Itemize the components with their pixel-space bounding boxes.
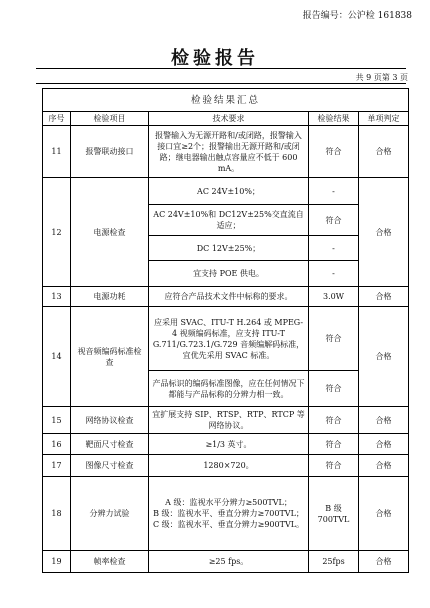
row-no: 15 <box>43 407 71 434</box>
row-verdict: 合格 <box>359 178 409 287</box>
row-requirement: 宜扩展支持 SIP、RTSP、RTP、RTCP 等网络协议。 <box>149 407 309 434</box>
document-title: 检验报告 <box>171 48 259 69</box>
row-no: 12 <box>43 178 71 287</box>
row-result: 3.0W <box>309 287 359 307</box>
header-no: 序号 <box>43 112 71 126</box>
row-result: - <box>309 236 359 261</box>
row-result: 符合 <box>309 455 359 477</box>
table-row <box>43 407 409 434</box>
table-header-row <box>43 112 409 126</box>
row-requirement: ≥1/3 英寸。 <box>149 434 309 455</box>
table-row <box>43 287 409 307</box>
table-row <box>43 307 409 371</box>
row-requirement: AC 24V±10%； <box>149 178 309 205</box>
row-result: 符合 <box>309 371 359 407</box>
row-verdict: 合格 <box>359 551 409 573</box>
title-rule <box>36 68 406 69</box>
row-verdict: 合格 <box>359 477 409 551</box>
row-item: 图像尺寸检查 <box>71 455 149 477</box>
row-item: 电源功耗 <box>71 287 149 307</box>
row-result: B 级 700TVL <box>309 477 359 551</box>
table-row <box>43 126 409 178</box>
row-requirement: 应符合产品技术文件中标称的要求。 <box>149 287 309 307</box>
row-verdict: 合格 <box>359 434 409 455</box>
row-no: 13 <box>43 287 71 307</box>
row-result: 符合 <box>309 307 359 371</box>
row-item: 分辨力试验 <box>71 477 149 551</box>
row-item: 电源检查 <box>71 178 149 287</box>
row-no: 17 <box>43 455 71 477</box>
row-result: 符合 <box>309 205 359 236</box>
report-number: 报告编号：公沪检 161838 <box>302 11 412 21</box>
row-item: 视音频编码标准检查 <box>71 307 149 407</box>
table-row <box>43 477 409 551</box>
row-result: 25fps <box>309 551 359 573</box>
row-verdict: 合格 <box>359 307 409 407</box>
row-item: 帧率检查 <box>71 551 149 573</box>
table-caption: 检验结果汇总 <box>43 89 409 112</box>
row-result: - <box>309 178 359 205</box>
row-result: - <box>309 261 359 287</box>
row-item: 靶面尺寸检查 <box>71 434 149 455</box>
row-no: 14 <box>43 307 71 407</box>
row-requirement: DC 12V±25%； <box>149 236 309 261</box>
row-requirement: 宜支持 POE 供电。 <box>149 261 309 287</box>
row-no: 19 <box>43 551 71 573</box>
row-requirement: ≥25 fps。 <box>149 551 309 573</box>
table-row <box>43 434 409 455</box>
row-requirement: A 级：监视水平分辨力≥500TVL； B 级：监视水平、垂直分辨力≥700TVL； C 级：监视水平、垂直分辨力≥900TVL。 <box>149 477 309 551</box>
row-requirement: 报警输入为无源开路和/或闭路，报警输入接口宜≥2个；报警输出无源开路和/或闭路；继电器输出触点容量应不低于 600 mA。 <box>149 126 309 178</box>
row-requirement: AC 24V±10%和 DC12V±25%交直流自适应； <box>149 205 309 236</box>
header-item: 检验项目 <box>71 112 149 126</box>
row-requirement: 应采用 SVAC、ITU-T H.264 或 MPEG-4 视频编码标准，应支持 ITU-T G.711/G.723.1/G.729 音频编解码标准，宜优先采用 SVAC 标准。 <box>149 307 309 371</box>
table-row <box>43 455 409 477</box>
row-requirement: 产品标识的编码标准图像，应在任何情况下都能与产品标称的分辨力相一致。 <box>149 371 309 407</box>
results-table <box>42 88 409 573</box>
header-result: 检验结果 <box>309 112 359 126</box>
row-requirement: 1280×720。 <box>149 455 309 477</box>
row-item: 报警联动接口 <box>71 126 149 178</box>
row-item: 网络协议检查 <box>71 407 149 434</box>
row-result: 符合 <box>309 434 359 455</box>
row-result: 符合 <box>309 407 359 434</box>
row-verdict: 合格 <box>359 407 409 434</box>
header-rule <box>36 83 406 84</box>
row-result: 符合 <box>309 126 359 178</box>
row-verdict: 合格 <box>359 455 409 477</box>
row-no: 16 <box>43 434 71 455</box>
row-verdict: 合格 <box>359 287 409 307</box>
row-no: 11 <box>43 126 71 178</box>
table-row <box>43 178 409 205</box>
header-verdict: 单项判定 <box>359 112 409 126</box>
header-requirement: 技术要求 <box>149 112 309 126</box>
row-no: 18 <box>43 477 71 551</box>
row-verdict: 合格 <box>359 126 409 178</box>
table-row <box>43 551 409 573</box>
page-number: 共 9 页第 3 页 <box>355 73 408 82</box>
